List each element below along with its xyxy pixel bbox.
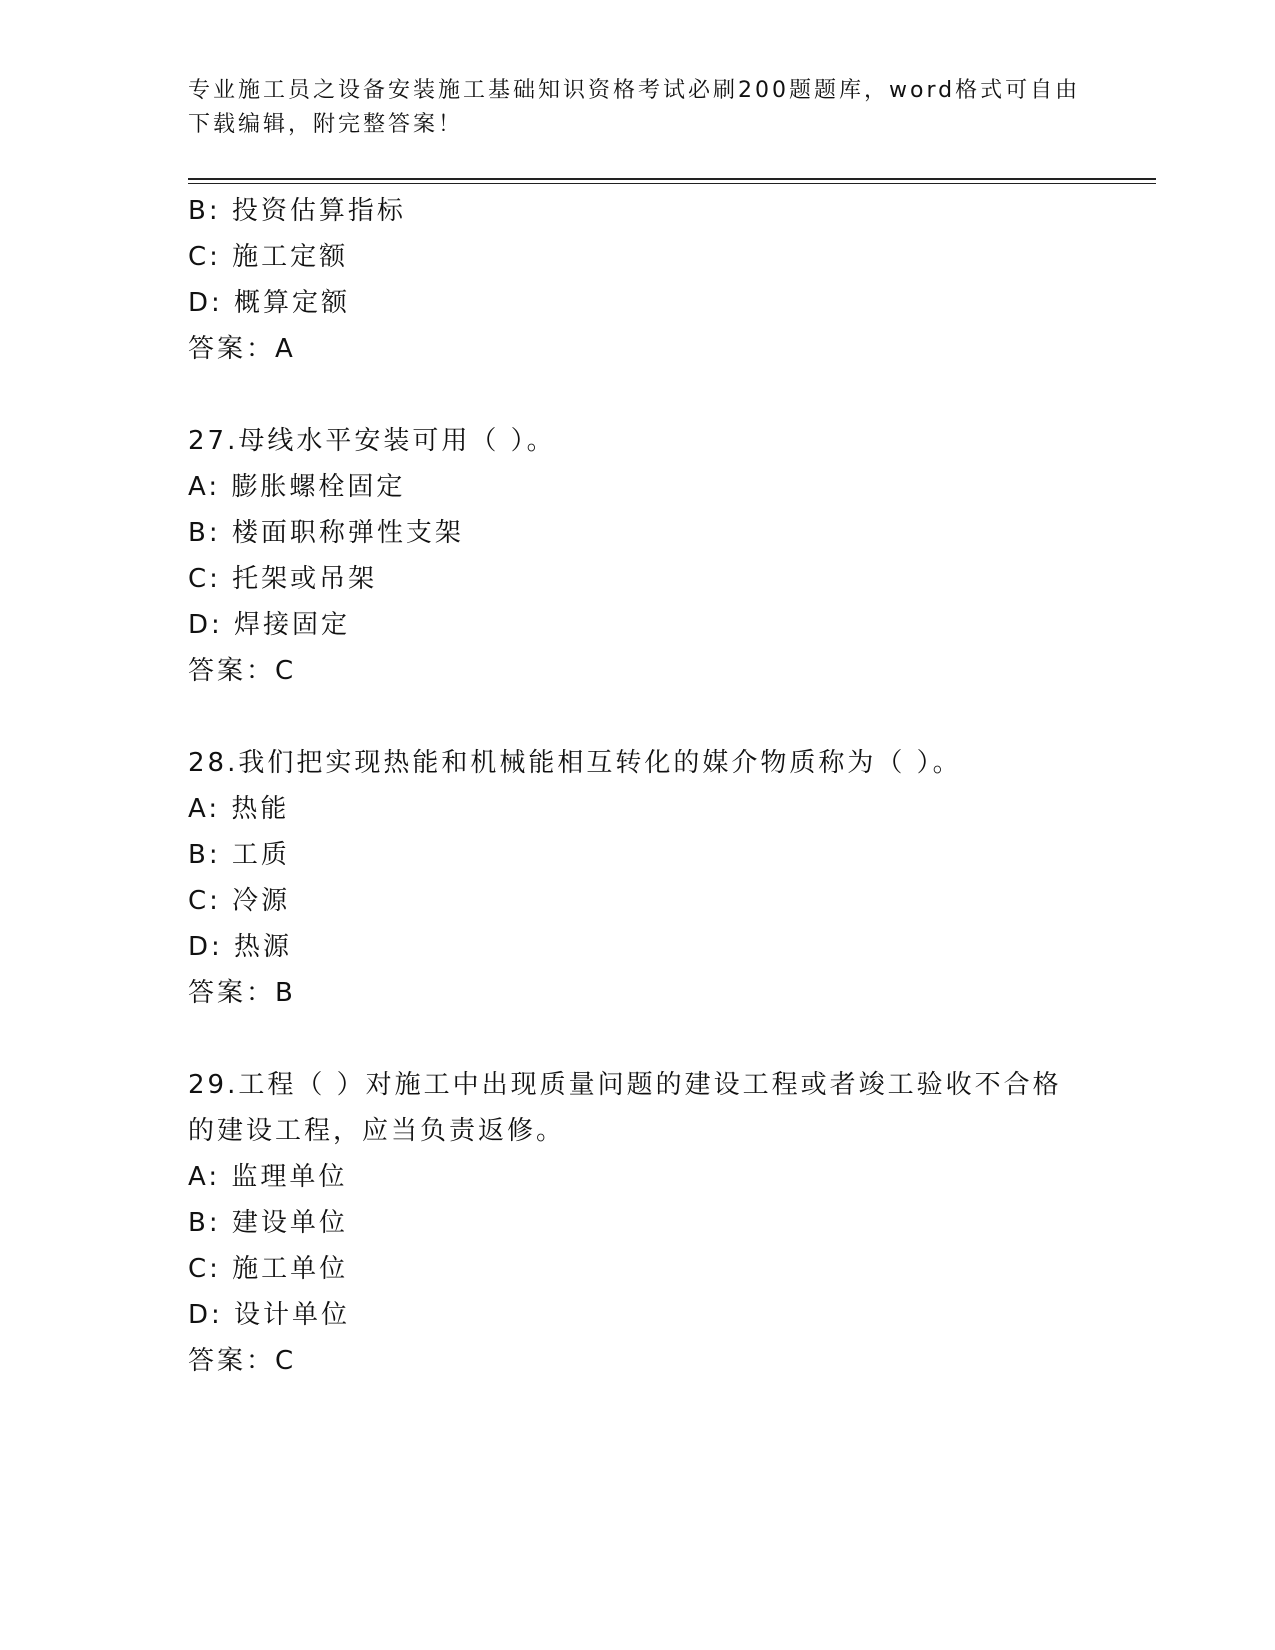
question-block-27 bbox=[188, 418, 1088, 694]
header-title-line-2: 下载编辑，附完整答案！ bbox=[188, 112, 464, 137]
option-d: D: 焊接固定 bbox=[188, 610, 351, 640]
question-block-28 bbox=[188, 740, 1088, 1016]
spacer bbox=[188, 372, 1088, 418]
header-title-line-1: 专业施工员之设备安装施工基础知识资格考试必刷200题题库，word格式可自由 bbox=[188, 78, 1081, 103]
answer-text: 答案：C bbox=[188, 1346, 297, 1376]
option-d: D: 概算定额 bbox=[188, 288, 351, 318]
header-divider bbox=[188, 178, 1156, 184]
option-c: C: 施工定额 bbox=[188, 242, 349, 272]
question-text-line-1: 29.工程（ ）对施工中出现质量问题的建设工程或者竣工验收不合格 bbox=[188, 1070, 1062, 1100]
question-block-29 bbox=[188, 1062, 1088, 1384]
option-b: B: 楼面职称弹性支架 bbox=[188, 518, 464, 548]
option-b: B: 建设单位 bbox=[188, 1208, 348, 1238]
spacer bbox=[188, 694, 1088, 740]
option-d: D: 热源 bbox=[188, 932, 293, 962]
answer-text: 答案：C bbox=[188, 656, 297, 686]
option-b: B: 工质 bbox=[188, 840, 290, 870]
option-a: A: 监理单位 bbox=[188, 1162, 348, 1192]
option-b: B: 投资估算指标 bbox=[188, 196, 406, 226]
option-a: A: 热能 bbox=[188, 794, 290, 824]
answer-text: 答案：A bbox=[188, 334, 296, 364]
document-header bbox=[188, 74, 1088, 142]
question-text: 27.母线水平安装可用（ ）。 bbox=[188, 426, 556, 456]
question-text: 28.我们把实现热能和机械能相互转化的媒介物质称为（ ）。 bbox=[188, 748, 962, 778]
answer-text: 答案：B bbox=[188, 978, 296, 1008]
option-d: D: 设计单位 bbox=[188, 1300, 351, 1330]
option-c: C: 施工单位 bbox=[188, 1254, 349, 1284]
question-text-line-2: 的建设工程，应当负责返修。 bbox=[188, 1116, 566, 1146]
question-block-26 bbox=[188, 188, 1088, 372]
option-a: A: 膨胀螺栓固定 bbox=[188, 472, 406, 502]
option-c: C: 冷源 bbox=[188, 886, 291, 916]
question-list bbox=[188, 188, 1088, 1384]
spacer bbox=[188, 1016, 1088, 1062]
option-c: C: 托架或吊架 bbox=[188, 564, 378, 594]
